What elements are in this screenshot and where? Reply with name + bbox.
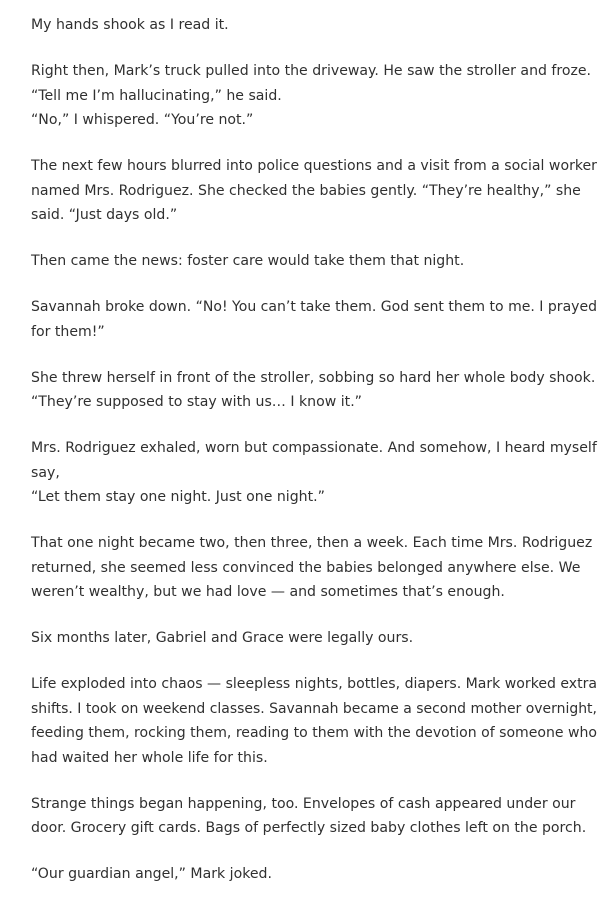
text-line: say, <box>31 464 60 481</box>
text-line: shifts. I took on weekend classes. Savannah became a second mother overnight, <box>31 700 597 717</box>
text-line: feeding them, rocking them, reading to them with the devotion of someone who <box>31 725 597 741</box>
text-line: Then came the news: foster care would take them that night. <box>31 253 465 269</box>
text-line: “Our guardian angel,” Mark joked. <box>31 866 272 882</box>
text-line: returned, she seemed less convinced the babies belonged anywhere else. We <box>31 559 581 576</box>
text-line: had waited her whole life for this. <box>31 749 268 766</box>
paragraph <box>31 59 592 133</box>
text-line: Strange things began happening, too. Envelopes of cash appeared under our <box>31 795 576 812</box>
paragraph <box>31 13 583 38</box>
text-line: Six months later, Gabriel and Grace were legally ours. <box>31 630 414 646</box>
text-line: She threw herself in front of the stroller, sobbing so hard her whole body shook. <box>31 369 596 386</box>
paragraph <box>31 295 598 344</box>
paragraph <box>31 672 598 770</box>
paragraph <box>31 792 587 841</box>
text-line: The next few hours blurred into police questions and a visit from a social worker <box>31 158 597 174</box>
text-line: said. “Just days old.” <box>31 207 178 223</box>
paragraph <box>31 249 583 274</box>
text-line: “Tell me I’m hallucinating,” he said. <box>31 87 282 104</box>
paragraph <box>31 154 597 228</box>
paragraph <box>31 531 593 605</box>
text-line: My hands shook as I read it. <box>31 17 229 33</box>
text-line: Mrs. Rodriguez exhaled, worn but compassionate. And somehow, I heard myself <box>31 440 597 456</box>
paragraph <box>31 366 596 415</box>
text-line: door. Grocery gift cards. Bags of perfectly sized baby clothes left on the porch. <box>31 820 587 836</box>
text-line: for them!” <box>31 323 105 340</box>
text-line: “They’re supposed to stay with us… I know it.” <box>31 394 362 410</box>
text-line: Savannah broke down. “No! You can’t take them. God sent them to me. I prayed <box>31 299 598 315</box>
text-line: That one night became two, then three, then a week. Each time Mrs. Rodriguez <box>31 535 593 551</box>
paragraph <box>31 436 597 510</box>
text-line: weren’t wealthy, but we had love — and sometimes that’s enough. <box>31 584 505 600</box>
text-line: “Let them stay one night. Just one night.” <box>31 489 325 505</box>
text-line: named Mrs. Rodriguez. She checked the babies gently. “They’re healthy,” she <box>31 182 581 199</box>
text-line: Right then, Mark’s truck pulled into the driveway. He saw the stroller and froze. <box>31 63 592 79</box>
text-line: Life exploded into chaos — sleepless nights, bottles, diapers. Mark worked extra <box>31 676 598 692</box>
paragraph <box>31 862 583 887</box>
text-line: “No,” I whispered. “You’re not.” <box>31 112 254 128</box>
paragraph <box>31 626 583 651</box>
